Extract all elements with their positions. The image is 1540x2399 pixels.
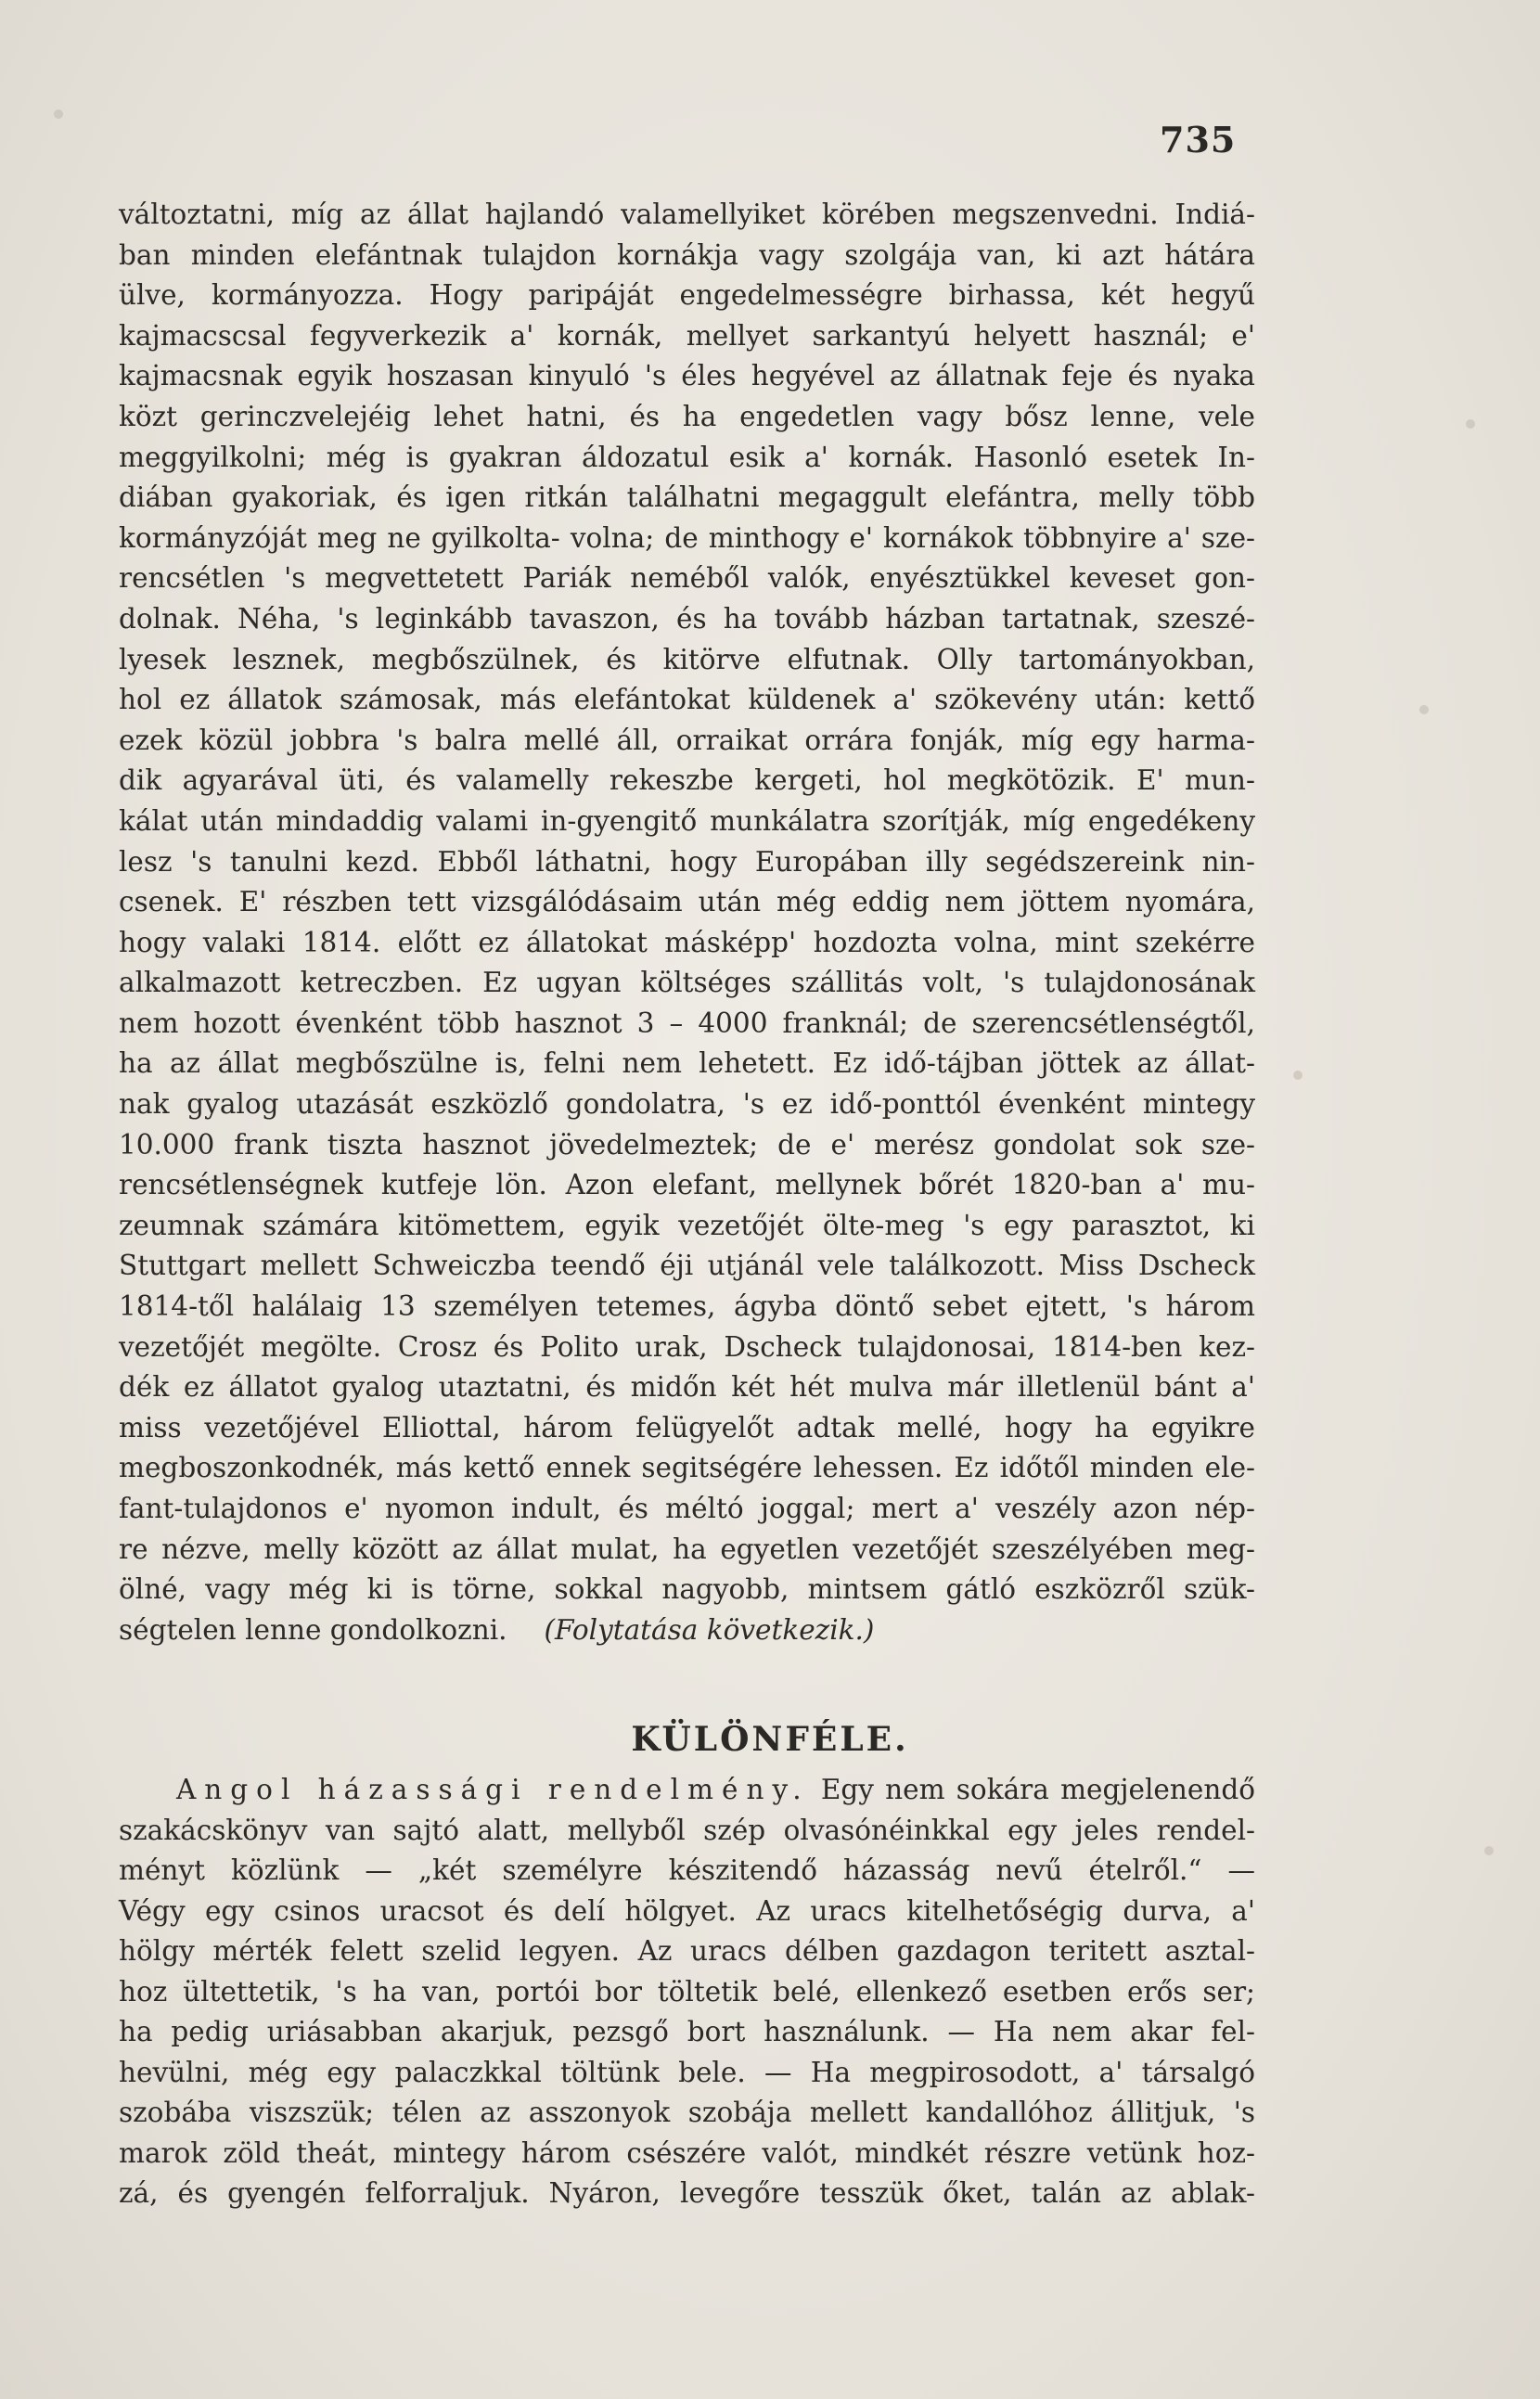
page-number: 735	[1160, 119, 1237, 160]
text-line: megboszonkodnék, más kettő ennek segitségére lehessen. Ez időtől minden ele-	[119, 1452, 1255, 1484]
paper-speck	[1466, 419, 1475, 429]
article-line: Végy egy csinos uracsot és delí hölgyet. Az uracs kitelhetőségig durva, a'	[119, 1894, 1255, 1927]
text-line: kormányzóját meg ne gyilkolta- volna; de minthogy e' kornákok többnyire a' sze-	[119, 521, 1255, 554]
text-line: lyesek lesznek, megbőszülnek, és kitörve elfutnak. Olly tartományokban,	[119, 643, 1255, 675]
article-first-line	[119, 1770, 1255, 1811]
text-line: ölné, vagy még ki is törne, sokkal nagyobb, mintsem gátló eszközről szük-	[119, 1573, 1255, 1606]
paper-speck	[54, 109, 63, 119]
article-line: hoz ültettetik, 's ha van, portói bor töltetik belé, ellenkező esetben erős ser;	[119, 1975, 1255, 2008]
article-line: marok zöld theát, mintegy három csészére valót, mindkét részre vetünk hoz-	[119, 2136, 1255, 2169]
section-heading: KÜLÖNFÉLE.	[631, 1720, 909, 1759]
text-line: rencsétlen 's megvettetett Pariák neméből valók, enyésztükkel keveset gon-	[119, 562, 1255, 595]
paper-speck	[1484, 1846, 1494, 1855]
text-line: dolnak. Néha, 's leginkább tavaszon, és ha tovább házban tartatnak, szeszé-	[119, 602, 1255, 635]
paper-speck	[1293, 1071, 1303, 1080]
article-text	[119, 1770, 1255, 2214]
article-line: ha pedig uriásabban akarjuk, pezsgő bort használunk. — Ha nem akar fel-	[119, 2016, 1255, 2047]
text-line: dik agyarával üti, és valamelly rekeszbe kergeti, hol megkötözik. E' mun-	[119, 764, 1255, 797]
text-line: zeumnak számára kitömettem, egyik vezetőjét ölte-meg 's egy parasztot, ki	[119, 1209, 1255, 1241]
text-line: ha az állat megbőszülne is, felni nem lehetett. Ez idő-tájban jöttek az állat-	[119, 1047, 1255, 1080]
continuation-note: (Folytatása következik.)	[544, 1613, 875, 1646]
text-line: dék ez állatot gyalog utaztatni, és midőn két hét mulva már illetlenül bánt a'	[119, 1371, 1255, 1404]
text-line: ülve, kormányozza. Hogy paripáját engedelmességre birhassa, két hegyű	[119, 279, 1255, 312]
main-text	[119, 195, 1255, 1650]
text-line: miss vezetőjével Elliottal, három felügyelőt adtak mellé, hogy ha egyikre	[119, 1411, 1255, 1443]
text-line: változtatni, míg az állat hajlandó valamellyiket körében megszenvedni. Indiá-	[119, 199, 1255, 230]
text-line: hogy valaki 1814. előtt ez állatokat másképp' hozdozta volna, mint szekérre	[119, 926, 1255, 958]
text-line: hol ez állatok számosak, más elefántokat küldenek a' szökevény után: kettő	[119, 684, 1255, 716]
article-line: ményt közlünk — „két személyre készitendő házasság nevű ételről.“ —	[119, 1854, 1255, 1886]
article-line: zá, és gyengén felforraljuk. Nyáron, levegőre tesszük őket, talán az ablak-	[119, 2177, 1255, 2209]
paper-speck	[1419, 705, 1429, 714]
article-first-rest: Egy nem sokára megjelenendő	[820, 1774, 1255, 1805]
text-line: ban minden elefántnak tulajdon kornákja vagy szolgája van, ki azt hátára	[119, 238, 1255, 271]
article-line: szobába viszszük; télen az asszonyok szobája mellett kandallóhoz állitjuk, 's	[119, 2097, 1255, 2128]
text-line: kálat után mindaddig valami in-gyengitő munkálatra szorítják, míg engedékeny	[119, 804, 1255, 837]
text-line: nem hozott évenként több hasznot 3 – 4000 franknál; de szerencsétlenségtől,	[119, 1007, 1255, 1039]
text-line: diában gyakoriak, és igen ritkán találhatni megaggult elefántra, melly több	[119, 481, 1255, 514]
text-line: 10.000 frank tiszta hasznot jövedelmeztek; de e' merész gondolat sok sze-	[119, 1128, 1255, 1161]
text-line: re nézve, melly között az állat mulat, ha egyetlen vezetőjét szeszélyében meg-	[119, 1533, 1255, 1565]
article-title: Angol házassági rendelmény.	[176, 1774, 810, 1805]
text-line: kajmacsnak egyik hoszasan kinyuló 's éles hegyével az állatnak feje és nyaka	[119, 360, 1255, 392]
text-line: lesz 's tanulni kezd. Ebből láthatni, hogy Europában illy segédszereink nin-	[119, 845, 1255, 878]
text-line: alkalmazott ketreczben. Ez ugyan költséges szállitás volt, 's tulajdonosának	[119, 967, 1255, 999]
text-line-last-content: ségtelen lenne gondolkozni.	[119, 1613, 507, 1646]
text-line: vezetőjét megölte. Crosz és Polito urak, Dscheck tulajdonosai, 1814-ben kez-	[119, 1330, 1255, 1363]
article-line: hölgy mérték felett szelid legyen. Az uracs délben gazdagon teritett asztal-	[119, 1935, 1255, 1967]
text-line: nak gyalog utazását eszközlő gondolatra, 's ez idő-ponttól évenként mintegy	[119, 1088, 1255, 1121]
text-line-last	[119, 1610, 1255, 1651]
text-line: ezek közül jobbra 's balra mellé áll, orraikat orrára fonják, míg egy harma-	[119, 724, 1255, 756]
article-line: hevülni, még egy palaczkkal töltünk bele. — Ha megpirosodott, a' társalgó	[119, 2056, 1255, 2088]
text-line: csenek. E' részben tett vizsgálódásaim után még eddig nem jöttem nyomára,	[119, 886, 1255, 918]
text-line: rencsétlenségnek kutfeje lön. Azon elefant, mellynek bőrét 1820-ban a' mu-	[119, 1169, 1255, 1201]
text-line: Stuttgart mellett Schweiczba teendő éji utjánál vele találkozott. Miss Dscheck	[119, 1250, 1255, 1282]
text-line: közt gerinczvelejéig lehet hatni, és ha engedetlen vagy bősz lenne, vele	[119, 400, 1255, 432]
text-line: 1814-től halálaig 13 személyen tetemes, ágyba döntő sebet ejtett, 's három	[119, 1290, 1255, 1323]
text-line: fant-tulajdonos e' nyomon indult, és méltó joggal; mert a' veszély azon nép-	[119, 1493, 1255, 1524]
article-line: szakácskönyv van sajtó alatt, mellyből szép olvasónéinkkal egy jeles rendel-	[119, 1814, 1255, 1846]
text-line: meggyilkolni; még is gyakran áldozatul esik a' kornák. Hasonló esetek In-	[119, 441, 1255, 473]
text-line: kajmacscsal fegyverkezik a' kornák, mellyet sarkantyú helyett használ; e'	[119, 319, 1255, 352]
